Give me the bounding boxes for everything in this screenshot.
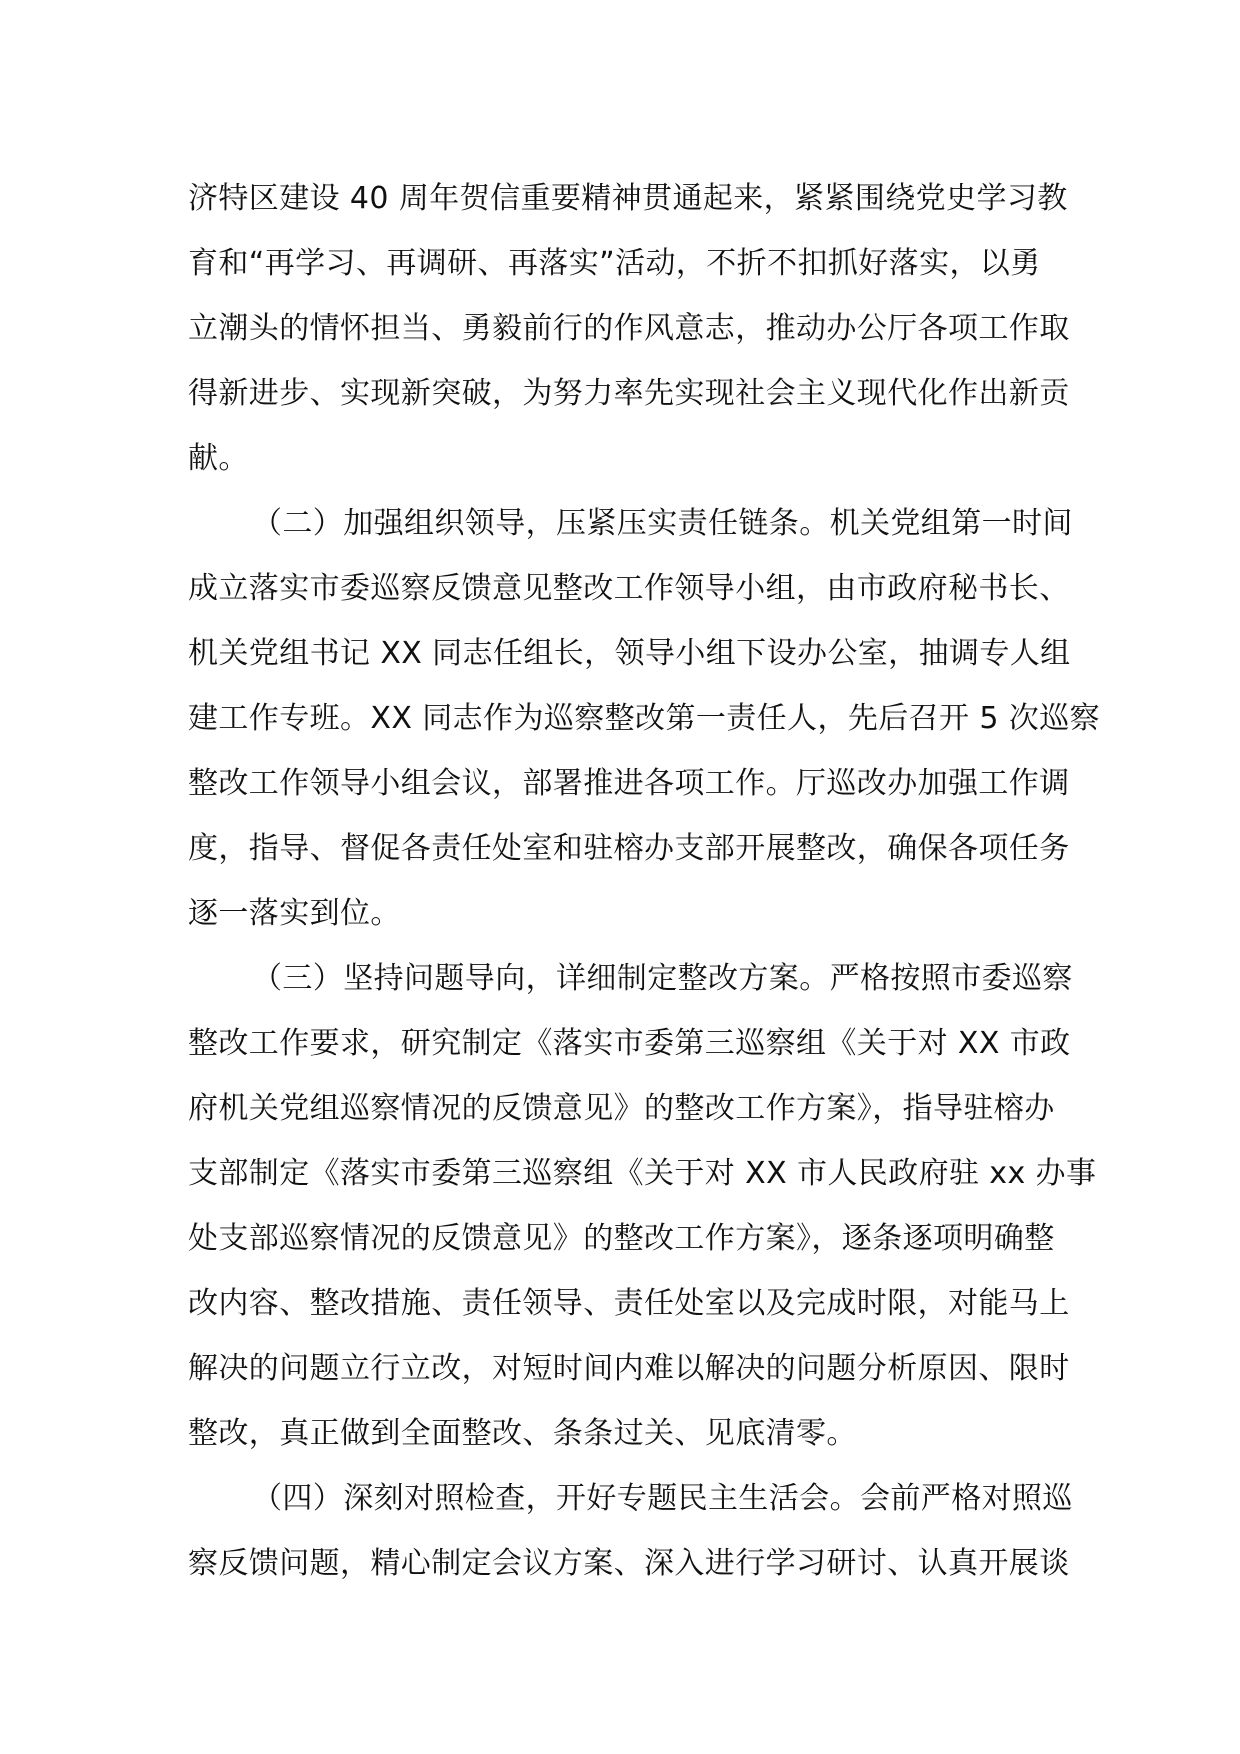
section-heading-line: （三）坚持问题导向，详细制定整改方案。严格按照市委巡察	[252, 961, 1073, 996]
text-line: 整改工作要求，研究制定《落实市委第三巡察组《关于对 XX 市政	[188, 1026, 1071, 1061]
text-line: 立潮头的情怀担当、勇毅前行的作风意志，推动办公厅各项工作取	[188, 311, 1070, 346]
text-line: 处支部巡察情况的反馈意见》的整改工作方案》，逐条逐项明确整	[188, 1221, 1055, 1256]
text-line: 逐一落实到位。	[188, 896, 401, 931]
text-line: 整改工作领导小组会议，部署推进各项工作。厅巡改办加强工作调	[188, 766, 1070, 801]
text-line: 成立落实市委巡察反馈意见整改工作领导小组，由市政府秘书长、	[188, 571, 1070, 606]
text-line: 建工作专班。XX 同志作为巡察整改第一责任人，先后召开 5 次巡察	[188, 701, 1100, 736]
section-heading-line: （二）加强组织领导，压紧压实责任链条。机关党组第一时间	[252, 506, 1073, 541]
text-line: 度，指导、督促各责任处室和驻榕办支部开展整改，确保各项任务	[188, 831, 1070, 866]
text-line: 改内容、整改措施、责任领导、责任处室以及完成时限，对能马上	[188, 1286, 1070, 1321]
section-heading-line: （四）深刻对照检查，开好专题民主生活会。会前严格对照巡	[252, 1481, 1073, 1516]
text-line: 育和“再学习、再调研、再落实”活动，不折不扣抓好落实，以勇	[188, 246, 1041, 281]
body-text	[188, 166, 1100, 1596]
text-line: 机关党组书记 XX 同志任组长，领导小组下设办公室，抽调专人组	[188, 636, 1071, 671]
text-line: 济特区建设 40 周年贺信重要精神贯通起来，紧紧围绕党史学习教	[188, 181, 1068, 216]
text-line: 府机关党组巡察情况的反馈意见》的整改工作方案》，指导驻榕办	[188, 1091, 1055, 1126]
text-line: 整改，真正做到全面整改、条条过关、见底清零。	[188, 1416, 857, 1451]
text-line: 得新进步、实现新突破，为努力率先实现社会主义现代化作出新贡	[188, 376, 1070, 411]
text-line: 解决的问题立行立改，对短时间内难以解决的问题分析原因、限时	[188, 1351, 1070, 1386]
text-line: 献。	[188, 441, 249, 476]
text-line: 支部制定《落实市委第三巡察组《关于对 XX 市人民政府驻 xx 办事	[188, 1156, 1097, 1191]
text-line: 察反馈问题，精心制定会议方案、深入进行学习研讨、认真开展谈	[188, 1546, 1070, 1581]
